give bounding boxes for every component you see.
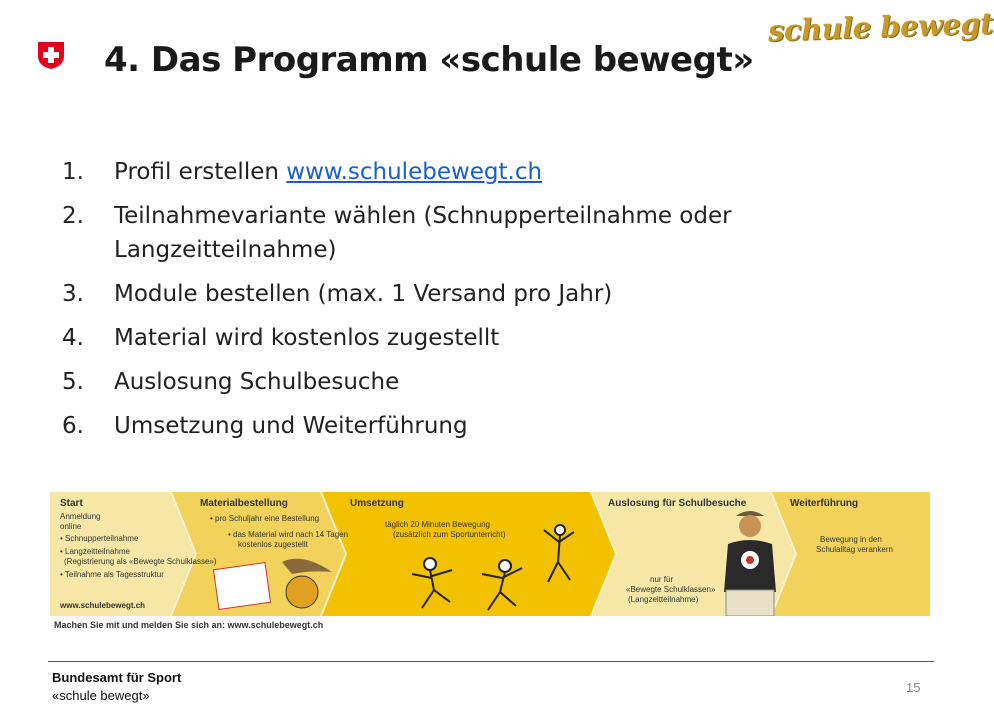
banner-start-line: • Teilnahme als Tagesstruktur	[60, 570, 164, 579]
banner-material-title: Materialbestellung	[200, 498, 288, 509]
footer-org: Bundesamt für Sport	[52, 670, 182, 685]
banner-start-url: www.schulebewegt.ch	[60, 601, 146, 610]
list-item	[62, 277, 842, 311]
banner-material-line: kostenlos zugestellt	[238, 540, 308, 549]
banner-start-line: Anmeldung	[60, 512, 101, 521]
steps-list	[62, 155, 842, 453]
swiss-cross-icon	[36, 40, 66, 70]
banner-umsetzung-line: (zusätzlich zum Sportunterricht)	[393, 530, 506, 539]
list-item	[62, 365, 842, 399]
banner-start-line: • Langzeitteilnahme	[60, 547, 130, 556]
step-label: Profil erstellen	[114, 159, 287, 185]
footer-divider	[48, 661, 934, 662]
list-item	[62, 155, 842, 189]
step-number: 5.	[62, 369, 84, 395]
banner-weiter-line: Bewegung in den	[820, 535, 882, 544]
banner-auslosung-line: (Langzeitteilnahme)	[628, 595, 699, 604]
brand-logo: schule bewegt	[767, 6, 994, 48]
ball-image	[286, 576, 318, 608]
banner-segment-umsetzung	[322, 492, 615, 616]
banner-umsetzung-line: täglich 20 Minuten Bewegung	[385, 520, 490, 529]
step-text: Teilnahmevariante wählen (Schnupperteilnahme oder Langzeitteilnahme)	[114, 203, 732, 263]
page-title: 4. Das Programm «schule bewegt»	[104, 40, 754, 80]
step-text: Module bestellen (max. 1 Versand pro Jahr)	[114, 281, 613, 307]
list-item	[62, 199, 842, 267]
banner-material-line: • das Material wird nach 14 Tagen	[228, 530, 349, 539]
banner-material-line: • pro Schuljahr eine Bestellung	[210, 514, 320, 523]
step-number: 2.	[62, 203, 84, 229]
step-text: Umsetzung und Weiterführung	[114, 413, 468, 439]
banner-auslosung-title: Auslosung für Schulbesuche	[608, 498, 747, 509]
footer-program: «schule bewegt»	[52, 688, 150, 703]
step-text: Material wird kostenlos zugestellt	[114, 325, 500, 351]
banner-auslosung-line: nur für	[650, 575, 674, 584]
brochure-image	[213, 563, 270, 610]
banner-auslosung-line: «Bewegte Schulklassen»	[626, 585, 716, 594]
step-number: 1.	[62, 159, 84, 185]
step-number: 4.	[62, 325, 84, 351]
website-link[interactable]: www.schulebewegt.ch	[286, 159, 543, 185]
step-number: 3.	[62, 281, 84, 307]
banner-weiter-line: Schulalltag verankern	[816, 545, 893, 554]
list-item	[62, 321, 842, 355]
banner-footer-text: Machen Sie mit und melden Sie sich an: www.schulebewegt.ch	[54, 620, 324, 630]
list-item	[62, 409, 842, 443]
step-text: Auslosung Schulbesuche	[114, 369, 400, 395]
page-number: 15	[906, 680, 921, 695]
step-text	[114, 155, 842, 189]
banner-start-line: (Registrierung als «Bewegte Schulklasse»)	[64, 557, 217, 566]
banner-start-line: online	[60, 522, 82, 531]
banner-start-line: • Schnupperteilnahme	[60, 534, 139, 543]
process-banner	[50, 492, 930, 630]
banner-weiter-title: Weiterführung	[790, 498, 859, 509]
banner-start-title: Start	[60, 498, 83, 509]
banner-umsetzung-title: Umsetzung	[350, 498, 404, 509]
step-number: 6.	[62, 413, 84, 439]
